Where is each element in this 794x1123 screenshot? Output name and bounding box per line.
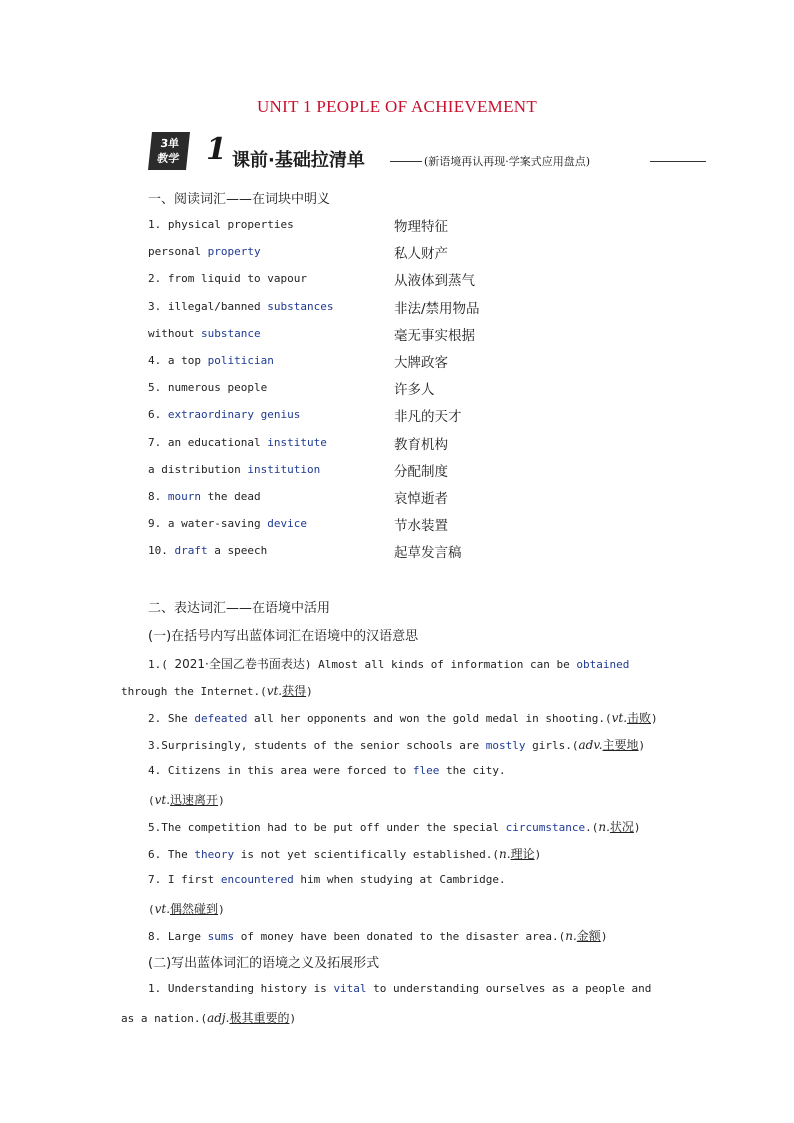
vocab-english: without substance <box>148 326 261 340</box>
vocab-chinese: 非凡的天才 <box>394 409 462 426</box>
vocab-chinese: 哀悼逝者 <box>394 490 448 507</box>
banner-rule-left <box>390 161 422 162</box>
vocab-english: personal property <box>148 245 261 259</box>
sentence-7-answer: (vt.偶然碰到) <box>148 902 225 916</box>
sentence-7: 7. I first encountered him when studying at Cambridge. <box>148 873 506 886</box>
section1-heading: 一、阅读词汇——在词块中明义 <box>148 192 331 207</box>
vocab-chinese: 许多人 <box>394 382 435 399</box>
vocab-row <box>148 484 708 511</box>
sentence-1-cont: through the Internet.(vt.获得) <box>121 684 313 698</box>
vocab-row <box>148 538 708 565</box>
badge <box>148 132 190 170</box>
vocab-english: 8. mourn the dead <box>148 489 261 503</box>
banner-subtitle: (新语境再认再现·学案式应用盘点) <box>424 155 591 168</box>
vocab-row <box>148 321 708 348</box>
vocab-chinese: 私人财产 <box>394 246 448 263</box>
sentence-5: 5.The competition had to be put off under the special circumstance.(n.状况) <box>148 820 641 834</box>
vocab-chinese: 起草发言稿 <box>394 545 462 562</box>
section2-heading: 二、表达词汇——在语境中活用 <box>148 601 331 616</box>
banner-number: 1 <box>206 132 227 167</box>
vocab-row <box>148 294 708 321</box>
vocab-chinese: 毫无事实根据 <box>394 327 475 344</box>
vocab-row <box>148 511 708 538</box>
sentence-2: 2. She defeated all her opponents and won the gold medal in shooting.(vt.击败) <box>148 711 658 725</box>
vocab-row <box>148 457 708 484</box>
vocab-chinese: 分配制度 <box>394 463 448 480</box>
section2-sub1: (一)在括号内写出蓝体词汇在语境中的汉语意思 <box>148 629 419 644</box>
banner-rule-right <box>650 161 706 162</box>
vocab-row <box>148 375 708 402</box>
sentence-6: 6. The theory is not yet scientifically established.(n.理论) <box>148 847 542 861</box>
vocab-row <box>148 212 708 239</box>
vocab-english: 4. a top politician <box>148 353 274 367</box>
vocab-chinese: 物理特征 <box>394 219 448 235</box>
vocab-english: 5. numerous people <box>148 381 268 395</box>
page-title: UNIT 1 PEOPLE OF ACHIEVEMENT <box>256 97 538 116</box>
badge-bottom: 教学 <box>156 152 180 165</box>
vocab-chinese: 非法/禁用物品 <box>394 300 480 317</box>
vocab-english: 6. extraordinary genius <box>148 408 301 422</box>
vocab-row <box>148 266 708 293</box>
sentence-8: 8. Large sums of money have been donated to the disaster area.(n.金额) <box>148 929 608 943</box>
vocab-english: 1. physical properties <box>148 218 294 231</box>
section-banner <box>150 132 710 176</box>
vocab-english: 3. illegal/banned substances <box>148 299 334 313</box>
vocab-english: a distribution institution <box>148 462 321 476</box>
vocab-english: 2. from liquid to vapour <box>148 272 307 286</box>
sentence-3: 3.Surprisingly, students of the senior schools are mostly girls.(adv.主要地) <box>148 738 646 752</box>
vocab-english: 9. a water-saving device <box>148 517 307 531</box>
vocab-chinese: 从液体到蒸气 <box>394 273 475 290</box>
sentence-4-answer: (vt.迅速离开) <box>148 793 225 807</box>
vocab-row <box>148 348 708 375</box>
vocab-row <box>148 402 708 429</box>
sentence-4: 4. Citizens in this area were forced to flee the city. <box>148 764 506 777</box>
vocab-row <box>148 239 708 266</box>
vocab-chinese: 教育机构 <box>394 436 448 453</box>
extension-1-cont: as a nation.(adj.极其重要的) <box>121 1011 297 1025</box>
vocab-row <box>148 430 708 457</box>
badge-top: 3单 <box>159 137 180 150</box>
section2-sub2: (二)写出蓝体词汇的语境之义及拓展形式 <box>148 956 380 971</box>
vocab-english: 10. draft a speech <box>148 544 268 558</box>
vocab-english: 7. an educational institute <box>148 435 327 449</box>
vocab-chinese: 节水装置 <box>394 518 448 535</box>
extension-1: 1. Understanding history is vital to understanding ourselves as a people and <box>148 982 652 995</box>
sentence-1: 1.( 2021·全国乙卷书面表达) Almost all kinds of information can be obtained <box>148 657 630 671</box>
banner-heading: 课前·基础拉清单 <box>232 150 365 171</box>
vocab-list <box>148 212 708 565</box>
vocab-chinese: 大牌政客 <box>394 354 448 371</box>
